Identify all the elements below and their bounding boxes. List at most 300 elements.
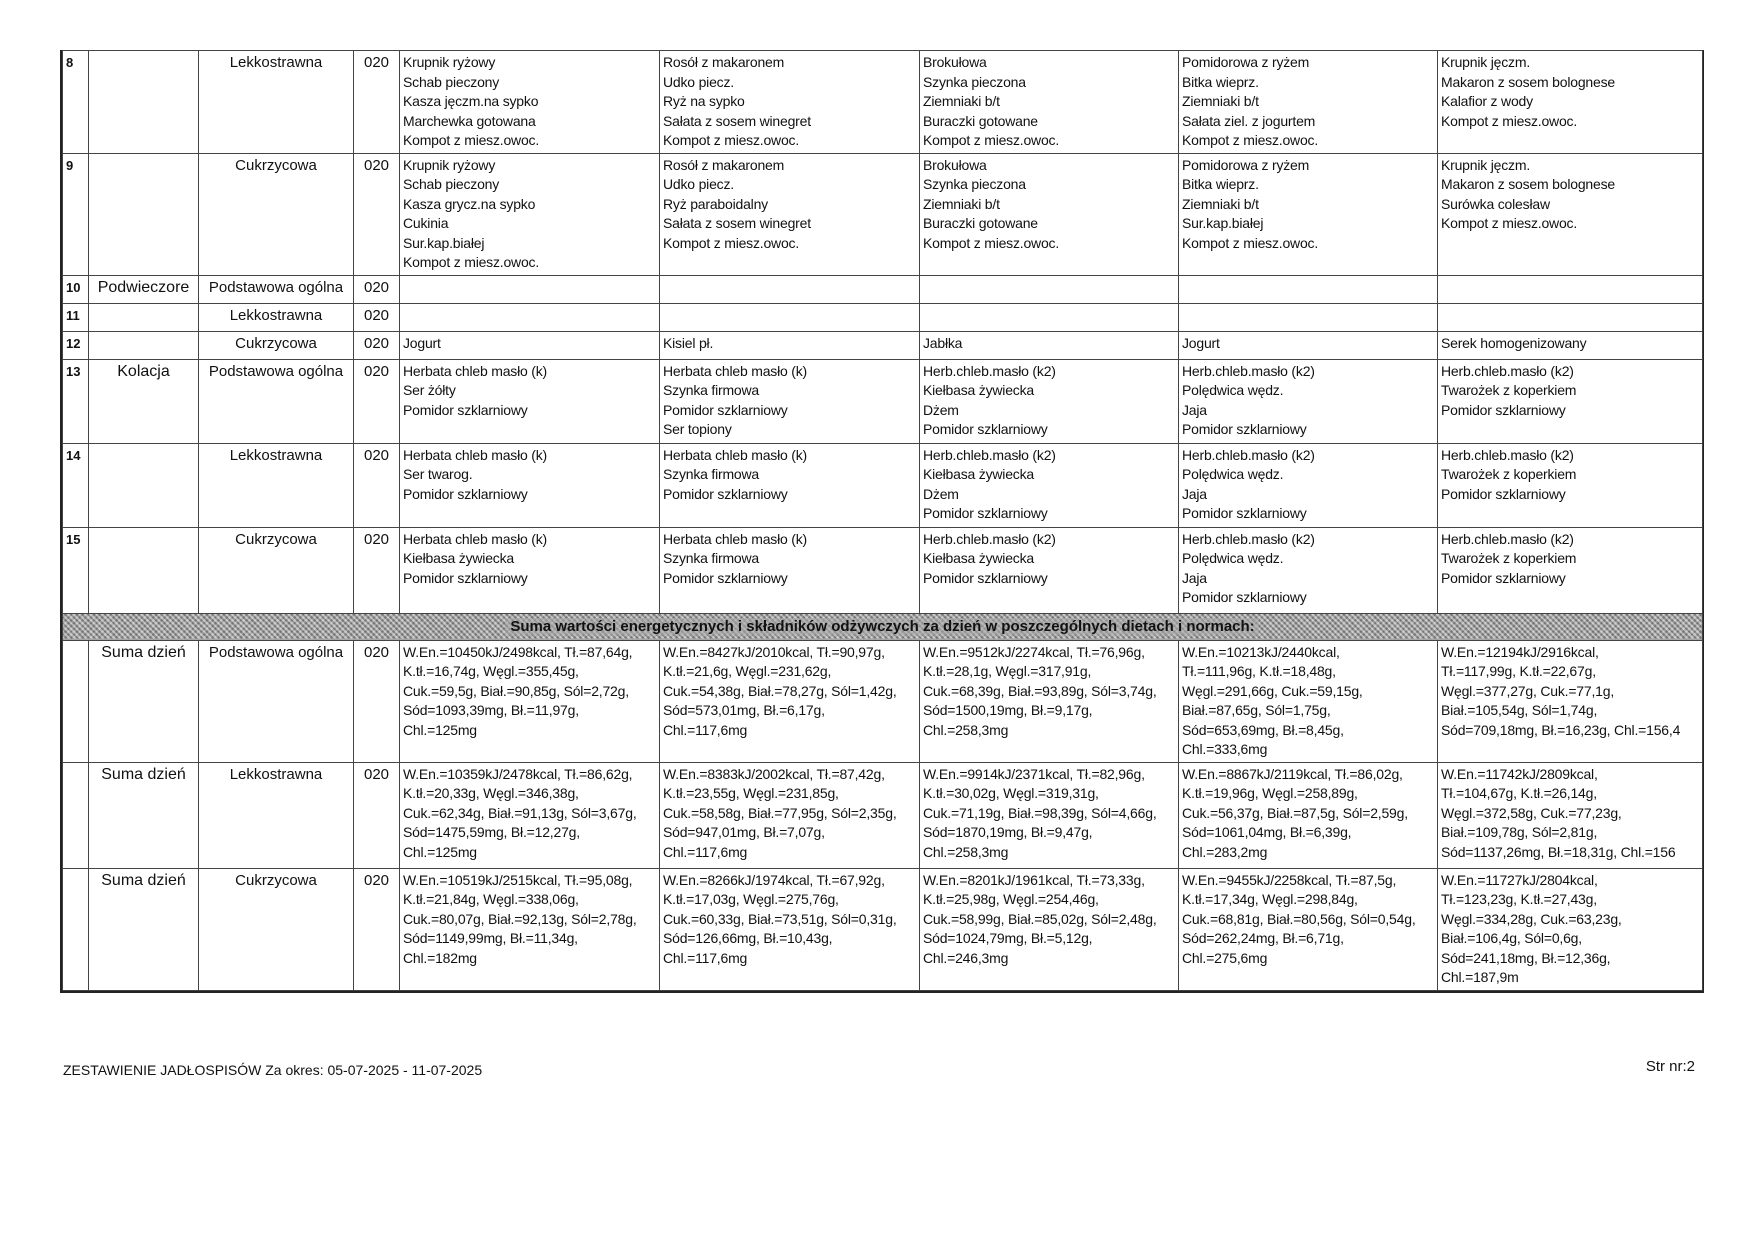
day-cell [920,303,1179,331]
footer-title: ZESTAWIENIE JADŁOSPISÓW Za okres: 05-07-2025 - 11-07-2025 [63,1062,483,1078]
nutrition-line: K.tł.=21,84g, Węgl.=338,06g, [403,891,579,907]
dish-line: Cukinia [403,215,449,231]
nutrition-line: Chl.=182mg [403,949,477,966]
diet-code: 020 [354,762,400,868]
dish-line: Krupnik ryżowy [403,54,496,70]
diet-name: Cukrzycowa [199,868,354,990]
dish-line: Twarożek z koperkiem [1441,466,1577,482]
sum-label: Suma dzień [89,762,199,868]
nutrition-line: Chl.=125mg [403,721,477,738]
dish-line: Herbata chleb masło (k) [663,530,808,547]
nutrition-line: W.En.=8201kJ/1961kcal, Tł.=73,33g, [923,871,1145,888]
day-cell [660,153,920,275]
day-cell [400,640,660,762]
nutrition-line: Węgl.=334,28g, Cuk.=63,23g, [1441,910,1622,927]
dish-line: Pomidor szklarniowy [1441,401,1566,418]
nutrition-line: Chl.=117,6mg [663,843,748,860]
row-number: 8 [63,51,89,154]
dish-line: Szynka firmowa [663,382,760,398]
dish-line: Kompot z miesz.owoc. [1182,132,1319,148]
sum-label: Suma dzień [89,640,199,762]
day-cell [400,762,660,868]
menu-row [63,153,1703,275]
nutrition-line: Sód=1149,99mg, Bł.=11,34g, [403,930,578,946]
nutrition-line: Biał.=87,65g, Sól=1,75g, [1182,702,1331,718]
diet-code: 020 [354,527,400,613]
nutrition-line: K.tł.=25,98g, Węgl.=254,46g, [923,891,1099,907]
row-number [63,762,89,868]
dish-line: Bitka wieprz. [1182,73,1259,90]
nutrition-line: Cuk.=58,58g, Biał.=77,95g, Sól=2,35g, [663,804,897,821]
diet-code: 020 [354,303,400,331]
summary-banner-text: Suma wartości energetycznych i składników odżywczych za dzień w poszczególnych dietach i normach: [506,618,1258,635]
day-cell [400,868,660,990]
diet-code: 020 [354,868,400,990]
menu-table [62,50,1703,991]
nutrition-line: W.En.=11742kJ/2809kcal, [1441,765,1598,782]
day-cell [660,51,920,154]
dish-line: Polędwica wędz. [1182,382,1284,398]
day-cell [1438,153,1703,275]
nutrition-line: Sód=1870,19mg, Bł.=9,47g, [923,824,1093,840]
nutrition-line: K.tł.=23,55g, Węgl.=231,85g, [663,785,839,801]
day-cell [400,527,660,613]
dish-line: Kompot z miesz.owoc. [403,132,540,148]
day-cell [920,51,1179,154]
dish-line: Herbata chleb masło (k) [403,446,548,463]
dish-line: Ser topiony [663,421,732,437]
nutrition-line: K.tł.=17,03g, Węgl.=275,76g, [663,891,839,907]
nutrition-line: W.En.=9914kJ/2371kcal, Tł.=82,96g, [923,765,1145,782]
dish-line: Kasza grycz.na sypko [403,195,536,212]
dish-line: Pomidor szklarniowy [923,569,1048,586]
dish-line: Herbata chleb masło (k) [663,362,808,379]
day-cell [1438,275,1703,303]
dish-line: Kompot z miesz.owoc. [1182,234,1319,251]
day-cell [920,762,1179,868]
day-cell [920,868,1179,990]
dish-line: Sałata ziel. z jogurtem [1182,112,1316,129]
diet-code: 020 [354,153,400,275]
day-cell [660,275,920,303]
menu-row [63,527,1703,613]
dish-line: Pomidor szklarniowy [663,569,788,586]
dish-line: Dżem [923,485,959,502]
nutrition-line: W.En.=9512kJ/2274kcal, Tł.=76,96g, [923,643,1145,660]
dish-line: Herbata chleb masło (k) [403,530,548,547]
dish-line: Herb.chleb.masło (k2) [1441,446,1574,463]
dish-line: Pomidor szklarniowy [923,421,1048,437]
day-cell [920,153,1179,275]
day-cell [400,303,660,331]
dish-line: Rosół z makaronem [663,156,785,173]
dish-line: Schab pieczony [403,176,500,192]
nutrition-line: Sód=126,66mg, Bł.=10,43g, [663,930,833,946]
menu-row [63,443,1703,527]
meal-name [89,443,199,527]
meal-name [89,51,199,154]
row-number: 11 [63,303,89,331]
dish-line: Jogurt [1182,334,1220,351]
dish-line: Herbata chleb masło (k) [403,362,548,379]
row-number: 13 [63,359,89,443]
day-cell [1179,275,1438,303]
nutrition-line: Sód=709,18mg, Bł.=16,23g, Chl.=156,4 [1441,721,1681,738]
dish-line: Kompot z miesz.owoc. [403,254,540,270]
nutrition-line: Chl.=283,2mg [1182,843,1268,860]
day-cell [400,275,660,303]
nutrition-line: Cuk.=68,81g, Biał.=80,56g, Sól=0,54g, [1182,910,1416,927]
dish-line: Kiełbasa żywiecka [923,382,1034,398]
menu-row [63,331,1703,359]
nutrition-line: Chl.=117,6mg [663,949,748,966]
nutrition-line: Cuk.=58,99g, Biał.=85,02g, Sól=2,48g, [923,910,1157,927]
day-cell [1438,331,1703,359]
dish-line: Pomidor szklarniowy [403,401,528,418]
nutrition-line: W.En.=10450kJ/2498kcal, Tł.=87,64g, [403,643,633,660]
dish-line: Szynka pieczona [923,73,1026,90]
dish-line: Pomidorowa z ryżem [1182,156,1310,173]
dish-line: Buraczki gotowane [923,215,1038,231]
daily-sum-row [63,868,1703,990]
nutrition-line: K.tł.=21,6g, Węgl.=231,62g, [663,663,832,679]
nutrition-line: Chl.=333,6mg [1182,741,1268,757]
diet-name: Cukrzycowa [199,527,354,613]
day-cell [1438,762,1703,868]
dish-line: Kasza jęczm.na sypko [403,93,539,109]
row-number: 10 [63,275,89,303]
nutrition-line: K.tł.=19,96g, Węgl.=258,89g, [1182,785,1358,801]
dish-line: Serek homogenizowany [1441,334,1587,351]
nutrition-line: W.En.=10519kJ/2515kcal, Tł.=95,08g, [403,871,633,888]
dish-line: Pomidor szklarniowy [1441,485,1566,502]
nutrition-line: W.En.=8427kJ/2010kcal, Tł.=90,97g, [663,643,885,660]
dish-line: Rosół z makaronem [663,54,785,70]
dish-line: Pomidor szklarniowy [663,401,788,418]
row-number: 9 [63,153,89,275]
nutrition-line: K.tł.=30,02g, Węgl.=319,31g, [923,785,1099,801]
nutrition-line: Cuk.=71,19g, Biał.=98,39g, Sól=4,66g, [923,804,1157,821]
dish-line: Kompot z miesz.owoc. [923,234,1060,251]
dish-line: Udko piecz. [663,73,734,90]
nutrition-line: Węgl.=377,27g, Cuk.=77,1g, [1441,682,1615,699]
nutrition-line: W.En.=8383kJ/2002kcal, Tł.=87,42g, [663,765,885,782]
day-cell [1179,527,1438,613]
page-number: Str nr:2 [1645,1058,1695,1075]
dish-line: Krupnik jęczm. [1441,156,1531,173]
meal-name: Podwieczore [89,275,199,303]
day-cell [1179,51,1438,154]
dish-line: Pomidor szklarniowy [663,485,788,502]
dish-line: Sur.kap.białej [1182,215,1264,231]
daily-sum-row [63,640,1703,762]
day-cell [920,331,1179,359]
day-cell [1438,51,1703,154]
meal-name [89,303,199,331]
day-cell [1179,443,1438,527]
dish-line: Kiełbasa żywiecka [403,550,514,566]
diet-name: Lekkostrawna [199,303,354,331]
dish-line: Szynka firmowa [663,550,760,566]
nutrition-line: Biał.=109,78g, Sól=2,81g, [1441,824,1598,840]
daily-sum-row [63,762,1703,868]
dish-line: Kompot z miesz.owoc. [663,234,800,251]
diet-code: 020 [354,51,400,154]
dish-line: Herb.chleb.masło (k2) [1441,530,1574,547]
dish-line: Herbata chleb masło (k) [663,446,808,463]
diet-name: Cukrzycowa [199,153,354,275]
dish-line: Sur.kap.białej [403,234,485,251]
nutrition-line: Sód=241,18mg, Bł.=12,36g, [1441,949,1611,966]
nutrition-line: K.tł.=20,33g, Węgl.=346,38g, [403,785,579,801]
diet-name: Podstawowa ogólna [199,359,354,443]
day-cell [660,331,920,359]
meal-name [89,527,199,613]
day-cell [660,640,920,762]
menu-sheet [60,50,1704,993]
nutrition-line: Tł.=104,67g, K.tł.=26,14g, [1441,785,1597,801]
nutrition-line: W.En.=10213kJ/2440kcal, [1182,643,1340,660]
dish-line: Ziemniaki b/t [1182,195,1259,212]
sum-label: Suma dzień [89,868,199,990]
nutrition-line: Sód=1093,39mg, Bł.=11,97g, [403,702,579,718]
nutrition-line: Sód=573,01mg, Bł.=6,17g, [663,702,825,718]
nutrition-line: W.En.=9455kJ/2258kcal, Tł.=87,5g, [1182,871,1397,888]
nutrition-line: K.tł.=28,1g, Węgl.=317,91g, [923,663,1092,679]
dish-line: Jaja [1182,485,1207,502]
day-cell [400,443,660,527]
dish-line: Ziemniaki b/t [1182,93,1259,109]
dish-line: Pomidor szklarniowy [923,505,1048,521]
nutrition-line: Cuk.=60,33g, Biał.=73,51g, Sól=0,31g, [663,910,897,927]
dish-line: Kompot z miesz.owoc. [663,132,800,148]
menu-row [63,359,1703,443]
nutrition-line: Chl.=246,3mg [923,949,1009,966]
nutrition-line: Cuk.=56,37g, Biał.=87,5g, Sól=2,59g, [1182,804,1408,821]
nutrition-line: Węgl.=291,66g, Cuk.=59,15g, [1182,682,1363,699]
nutrition-line: Chl.=117,6mg [663,721,748,738]
day-cell [660,527,920,613]
dish-line: Dżem [923,401,959,418]
dish-line: Ryż na sypko [663,93,745,109]
dish-line: Pomidor szklarniowy [1441,569,1566,586]
day-cell [1438,640,1703,762]
nutrition-line: Węgl.=372,58g, Cuk.=77,23g, [1441,804,1622,821]
dish-line: Pomidor szklarniowy [1182,589,1307,605]
nutrition-line: Chl.=125mg [403,843,477,860]
day-cell [1179,303,1438,331]
dish-line: Makaron z sosem bolognese [1441,73,1615,90]
dish-line: Herb.chleb.masło (k2) [1182,446,1315,463]
nutrition-line: K.tł.=17,34g, Węgl.=298,84g, [1182,891,1358,907]
day-cell [1179,640,1438,762]
dish-line: Sałata z sosem winegret [663,215,811,231]
day-cell [400,331,660,359]
dish-line: Ziemniaki b/t [923,195,1000,212]
dish-line: Brokułowa [923,54,987,70]
row-number [63,640,89,762]
diet-name: Lekkostrawna [199,51,354,154]
dish-line: Jabłka [923,334,963,351]
dish-line: Polędwica wędz. [1182,550,1284,566]
summary-banner [63,613,1703,640]
day-cell [660,762,920,868]
nutrition-line: Tł.=123,23g, K.tł.=27,43g, [1441,891,1597,907]
dish-line: Bitka wieprz. [1182,176,1259,192]
dish-line: Surówka colesław [1441,195,1550,212]
dish-line: Ryż paraboidalny [663,195,768,212]
day-cell [1438,303,1703,331]
row-number: 14 [63,443,89,527]
nutrition-line: Sód=1024,79mg, Bł.=5,12g, [923,930,1093,946]
dish-line: Marchewka gotowana [403,112,536,129]
nutrition-line: W.En.=8867kJ/2119kcal, Tł.=86,02g, [1182,765,1403,782]
day-cell [400,359,660,443]
dish-line: Pomidor szklarniowy [403,569,528,586]
diet-code: 020 [354,443,400,527]
row-number: 12 [63,331,89,359]
nutrition-line: Cuk.=80,07g, Biał.=92,13g, Sól=2,78g, [403,910,637,927]
day-cell [660,443,920,527]
day-cell [1179,331,1438,359]
dish-line: Herb.chleb.masło (k2) [1182,362,1315,379]
dish-line: Kompot z miesz.owoc. [923,132,1060,148]
day-cell [1438,527,1703,613]
dish-line: Krupnik ryżowy [403,156,496,173]
diet-code: 020 [354,359,400,443]
nutrition-line: Sód=653,69mg, Bł.=8,45g, [1182,721,1344,738]
nutrition-line: Sód=262,24mg, Bł.=6,71g, [1182,930,1344,946]
dish-line: Kalafior z wody [1441,93,1533,109]
dish-line: Szynka firmowa [663,466,760,482]
day-cell [920,275,1179,303]
dish-line: Jaja [1182,569,1207,586]
day-cell [1438,868,1703,990]
nutrition-line: Biał.=106,4g, Sól=0,6g, [1441,930,1582,946]
day-cell [1438,443,1703,527]
day-cell [920,640,1179,762]
nutrition-line: Cuk.=59,5g, Biał.=90,85g, Sól=2,72g, [403,682,629,699]
nutrition-line: W.En.=10359kJ/2478kcal, Tł.=86,62g, [403,765,633,782]
dish-line: Sałata z sosem winegret [663,112,811,129]
nutrition-line: Tł.=111,96g, K.tł.=18,48g, [1182,663,1336,679]
menu-row [63,51,1703,154]
day-cell [660,868,920,990]
dish-line: Krupnik jęczm. [1441,54,1531,70]
dish-line: Kisiel pł. [663,334,714,351]
dish-line: Pomidor szklarniowy [403,485,528,502]
day-cell [1438,359,1703,443]
dish-line: Udko piecz. [663,176,734,192]
row-number: 15 [63,527,89,613]
day-cell [1179,153,1438,275]
diet-name: Lekkostrawna [199,762,354,868]
dish-line: Ser twarog. [403,466,473,482]
nutrition-line: Chl.=275,6mg [1182,949,1268,966]
nutrition-line: Cuk.=54,38g, Biał.=78,27g, Sól=1,42g, [663,682,897,699]
nutrition-line: Chl.=258,3mg [923,721,1009,738]
diet-name: Lekkostrawna [199,443,354,527]
meal-name [89,153,199,275]
nutrition-line: Sód=1061,04mg, Bł.=6,39g, [1182,824,1352,840]
summary-banner-row [63,613,1703,640]
dish-line: Jogurt [403,334,441,351]
dish-line: Herb.chleb.masło (k2) [923,362,1056,379]
nutrition-line: Sód=1475,59mg, Bł.=12,27g, [403,824,580,840]
diet-code: 020 [354,331,400,359]
meal-name: Kolacja [89,359,199,443]
menu-row [63,303,1703,331]
dish-line: Szynka pieczona [923,176,1026,192]
dish-line: Makaron z sosem bolognese [1441,176,1615,192]
nutrition-line: Chl.=258,3mg [923,843,1009,860]
day-cell [920,359,1179,443]
dish-line: Pomidorowa z ryżem [1182,54,1310,70]
menu-table-body [63,51,1703,991]
diet-name: Podstawowa ogólna [199,275,354,303]
day-cell [660,359,920,443]
nutrition-line: W.En.=12194kJ/2916kcal, [1441,643,1599,660]
nutrition-line: W.En.=8266kJ/1974kcal, Tł.=67,92g, [663,871,885,888]
day-cell [920,443,1179,527]
dish-line: Herb.chleb.masło (k2) [923,446,1056,463]
diet-name: Podstawowa ogólna [199,640,354,762]
diet-name: Cukrzycowa [199,331,354,359]
dish-line: Kompot z miesz.owoc. [1441,112,1578,129]
day-cell [1179,359,1438,443]
nutrition-line: Sód=1137,26mg, Bł.=18,31g, Chl.=156 [1441,843,1676,860]
day-cell [1179,868,1438,990]
nutrition-line: Tł.=117,99g, K.tł.=22,67g, [1441,663,1596,679]
nutrition-line: K.tł.=16,74g, Węgl.=355,45g, [403,663,579,679]
dish-line: Pomidor szklarniowy [1182,505,1307,521]
row-number [63,868,89,990]
dish-line: Kompot z miesz.owoc. [1441,215,1578,231]
diet-code: 020 [354,275,400,303]
dish-line: Herb.chleb.masło (k2) [1182,530,1315,547]
dish-line: Twarożek z koperkiem [1441,550,1577,566]
day-cell [1179,762,1438,868]
nutrition-line: Sód=947,01mg, Bł.=7,07g, [663,824,825,840]
meal-name [89,331,199,359]
menu-row [63,275,1703,303]
day-cell [920,527,1179,613]
diet-code: 020 [354,640,400,762]
nutrition-line: Chl.=187,9m [1441,969,1519,985]
dish-line: Brokułowa [923,156,987,173]
dish-line: Kiełbasa żywiecka [923,466,1034,482]
dish-line: Twarożek z koperkiem [1441,382,1577,398]
dish-line: Ziemniaki b/t [923,93,1000,109]
dish-line: Polędwica wędz. [1182,466,1284,482]
day-cell [400,51,660,154]
dish-line: Herb.chleb.masło (k2) [923,530,1056,547]
dish-line: Schab pieczony [403,73,500,90]
dish-line: Jaja [1182,401,1207,418]
nutrition-line: Sód=1500,19mg, Bł.=9,17g, [923,702,1093,718]
nutrition-line: Cuk.=62,34g, Biał.=91,13g, Sól=3,67g, [403,804,637,821]
dish-line: Buraczki gotowane [923,112,1038,129]
nutrition-line: Cuk.=68,39g, Biał.=93,89g, Sól=3,74g, [923,682,1157,699]
day-cell [660,303,920,331]
dish-line: Herb.chleb.masło (k2) [1441,362,1574,379]
dish-line: Kiełbasa żywiecka [923,550,1034,566]
dish-line: Pomidor szklarniowy [1182,421,1307,437]
day-cell [400,153,660,275]
nutrition-line: Biał.=105,54g, Sól=1,74g, [1441,702,1598,718]
dish-line: Ser żółty [403,382,456,398]
nutrition-line: W.En.=11727kJ/2804kcal, [1441,871,1598,888]
